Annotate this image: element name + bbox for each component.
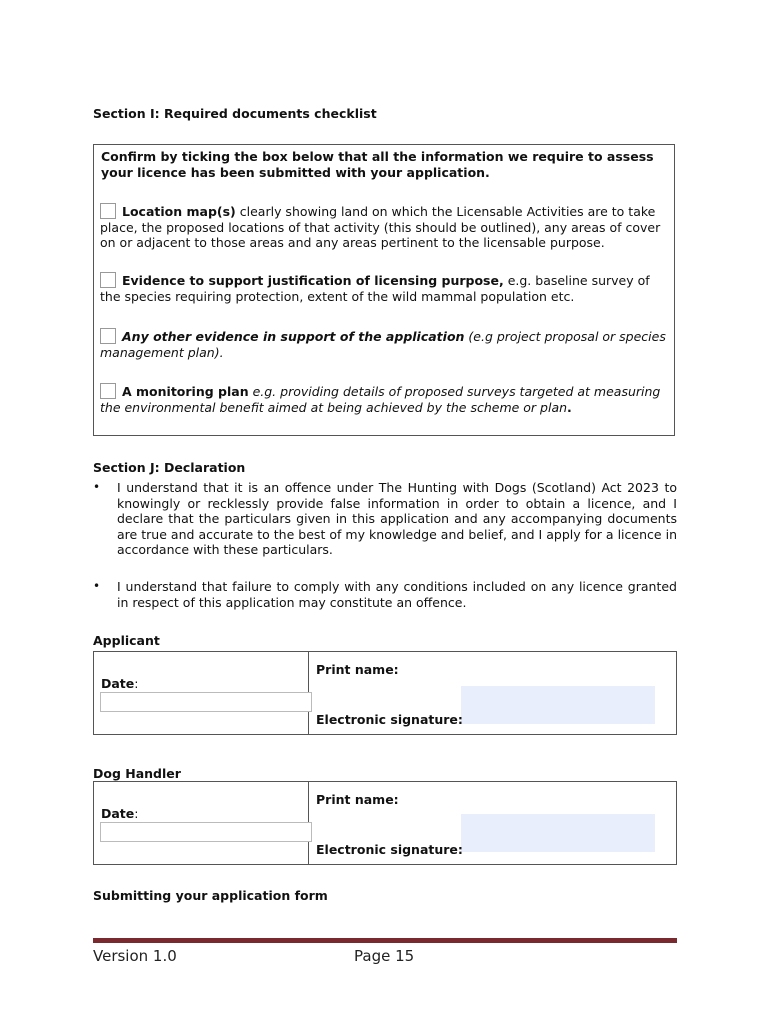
bullet-icon: • bbox=[93, 480, 101, 494]
monitoring-plan-checkbox[interactable] bbox=[100, 383, 116, 399]
applicant-title: Applicant bbox=[93, 633, 160, 648]
dog-handler-date-label: Date: bbox=[101, 806, 139, 821]
checklist-item-monitoring-plan bbox=[100, 383, 670, 415]
dog-handler-table bbox=[93, 781, 677, 865]
bullet-text: I understand that it is an offence under The Hunting with Dogs (Scotland) Act 2023 to knowingly or recklessly provide false information in order to obtain a licence, and I declare that the particulars given in this application and any accompanying documents are true and accurate to the best of my knowledge and belief, and I apply for a licence in accordance with these particulars. bbox=[117, 480, 677, 557]
location-map-checkbox[interactable] bbox=[100, 203, 116, 219]
dog-handler-title: Dog Handler bbox=[93, 766, 181, 781]
submitting-title: Submitting your application form bbox=[93, 888, 328, 903]
other-evidence-checkbox[interactable] bbox=[100, 328, 116, 344]
applicant-date-label: Date: bbox=[101, 676, 139, 691]
applicant-date-cell bbox=[94, 652, 309, 735]
item-bold: A monitoring plan bbox=[122, 384, 249, 399]
item-text: (e.g project proposal or species management plan). bbox=[100, 329, 666, 360]
checklist-item-other-evidence bbox=[100, 328, 670, 360]
declaration-bullet-2 bbox=[93, 579, 677, 610]
item-text: e.g. providing details of proposed surveys targeted at measuring the environmental benefit aimed at being achieved by the scheme or plan bbox=[100, 384, 661, 415]
footer-rule bbox=[93, 938, 677, 943]
footer-page-number: Page 15 bbox=[354, 947, 415, 965]
item-end: . bbox=[567, 399, 572, 415]
item-bold: Location map(s) bbox=[122, 204, 236, 219]
dog-handler-signature-label: Electronic signature: bbox=[316, 842, 463, 857]
section-i-title: Section I: Required documents checklist bbox=[93, 106, 377, 121]
dog-handler-signature-field[interactable] bbox=[461, 814, 655, 852]
bullet-icon: • bbox=[93, 579, 101, 593]
applicant-signature-field[interactable] bbox=[461, 686, 655, 724]
checklist-item-location-map bbox=[100, 203, 670, 251]
item-bold: Evidence to support justification of licensing purpose, bbox=[122, 273, 504, 288]
item-text: e.g. baseline survey of the species requiring protection, extent of the wild mammal population etc. bbox=[100, 273, 650, 304]
item-bold: Any other evidence in support of the application bbox=[122, 329, 465, 344]
dog-handler-print-name-label: Print name: bbox=[316, 792, 399, 807]
footer-version: Version 1.0 bbox=[93, 947, 177, 965]
checklist-intro: Confirm by ticking the box below that all the information we require to assess your licence has been submitted with your application. bbox=[101, 149, 654, 180]
dog-handler-date-input[interactable] bbox=[100, 822, 312, 842]
applicant-print-name-label: Print name: bbox=[316, 662, 399, 677]
applicant-name-cell bbox=[309, 652, 677, 735]
dog-handler-date-cell bbox=[94, 782, 309, 865]
section-j-title: Section J: Declaration bbox=[93, 460, 246, 475]
checklist-item-evidence bbox=[100, 272, 670, 304]
item-text: clearly showing land on which the Licensable Activities are to take place, the proposed locations of that activity (this should be outlined), any areas of cover on or adjacent to those areas and any areas pertinent to the licensable purpose. bbox=[100, 204, 661, 250]
bullet-text: I understand that failure to comply with any conditions included on any licence granted in respect of this application may constitute an offence. bbox=[117, 579, 677, 610]
applicant-signature-label: Electronic signature: bbox=[316, 712, 463, 727]
evidence-checkbox[interactable] bbox=[100, 272, 116, 288]
dog-handler-name-cell bbox=[309, 782, 677, 865]
declaration-bullet-1 bbox=[93, 480, 677, 558]
applicant-date-input[interactable] bbox=[100, 692, 312, 712]
applicant-table bbox=[93, 651, 677, 735]
